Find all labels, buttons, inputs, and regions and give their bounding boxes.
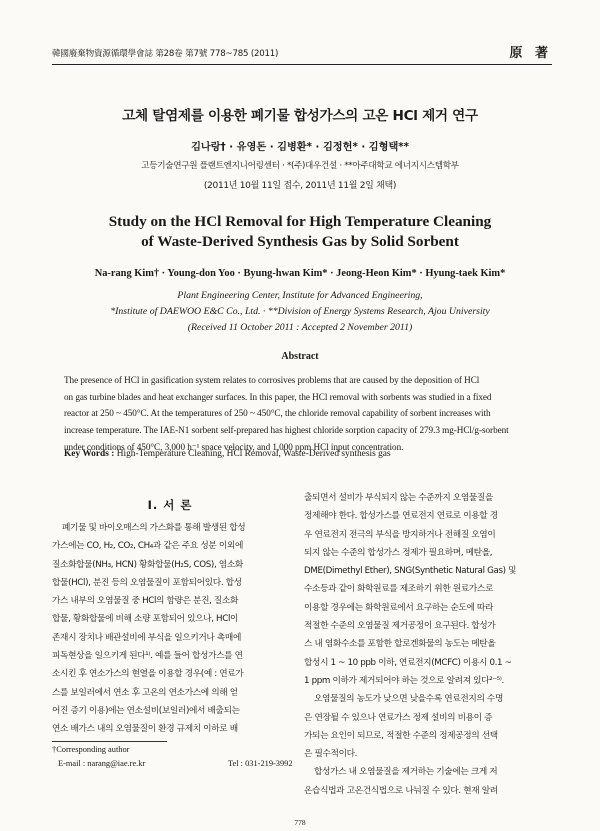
english-received-date: (Received 11 October 2011 : Accepted 2 November 2011) xyxy=(187,322,413,333)
page-number: 778 xyxy=(294,818,306,827)
text-line: 스를 보일러에서 연소 후 고온의 연소가스에 의해 얻 xyxy=(52,687,238,698)
text-line: 이용할 경우에는 화학원료에서 요구하는 순도에 따라 xyxy=(304,602,493,613)
abstract-line: under conditions of 450°C, 3,000 h⁻¹ space velocity, and 1,000 ppm HCl input concentration. xyxy=(64,441,404,452)
text-line: DME(Dimethyl Ether), SNG(Synthetic Natural Gas) 및 xyxy=(304,566,517,577)
text-line: 합성가스 내 오염물질을 제거하는 기술에는 크게 저 xyxy=(314,767,498,778)
text-line: 온습식법과 고온건식법으로 나눠질 수 있다. 현재 알려 xyxy=(304,785,498,796)
text-line: 수소등과 같이 화학원료를 제조하기 위한 원료가스로 xyxy=(304,584,493,595)
english-title-line-2: of Waste-Derived Synthesis Gas by Solid Sorbent xyxy=(141,233,459,250)
footnote-tel: Tel : 031-219-3992 xyxy=(228,759,293,768)
footnote-corresponding: †Corresponding author xyxy=(52,745,130,754)
korean-affiliation: 고등기술연구원 플랜트엔지니어링센터 · *(주)대우건설 · **아주대학교 에너지시스템학부 xyxy=(141,161,459,171)
text-line: 가스 내부의 오염물질 중 HCl의 함량은 분진, 질소화 xyxy=(52,596,239,607)
text-line: 우 연료전지 전극의 부식을 방지하거나 전해질 오염이 xyxy=(304,529,496,540)
korean-authors: 김나랑† · 유영돈 · 김병환* · 김정헌* · 김형택** xyxy=(191,142,409,153)
english-affiliation-2: *Institute of DAEWOO E&C Co., Ltd. · **Division of Energy Systems Research, Ajou University xyxy=(110,306,490,317)
english-authors: Na-rang Kim† · Young-don Yoo · Byung-hwan Kim* · Jeong-Heon Kim* · Hyung-taek Kim* xyxy=(94,268,506,279)
abstract-line: reactor at 250 ~ 450°C. At the temperatures of 250 ~ 450°C, the chloride removal capability of sorbent increases with xyxy=(64,408,491,419)
text-line: 질소화합물(NH₃, HCN) 황화합물(H₂S, COS), 염소화 xyxy=(52,559,243,570)
text-line: 스 내 염화수소를 포함한 할로겐화물의 농도는 메탄올 xyxy=(304,639,496,650)
text-line: 적절한 수준의 오염물질 제거공정이 요구된다. 합성가 xyxy=(304,621,496,632)
text-line: 은 연장될 수 있으나 연료가스 정제 설비의 비용이 증 xyxy=(304,712,493,723)
english-affiliation-1: Plant Engineering Center, Institute for Advanced Engineering, xyxy=(177,290,423,301)
keywords xyxy=(64,449,391,459)
text-line: 되지 않는 수준의 합성가스 정제가 필요하며, 메탄올, xyxy=(304,547,493,558)
abstract-heading: Abstract xyxy=(281,351,319,362)
footnote-email: E-mail : narang@iae.re.kr xyxy=(58,759,146,768)
text-line: 오염물질의 농도가 낮으면 낮을수록 연료전지의 수명 xyxy=(314,694,503,705)
article-type-tag: 原 著 xyxy=(509,46,552,61)
section-heading-introduction: I. 서 론 xyxy=(147,498,193,512)
running-header xyxy=(52,38,552,65)
journal-citation: 韓國廢棄物資源循環學會誌 第28卷 第7號 778~785 (2011) xyxy=(52,49,279,59)
text-line: 합물, 황화합물에 비해 소량 포함되어 있으나, HCl이 xyxy=(52,614,239,625)
text-line: 어진 증기 이용)에는 연소설비(보일러)에서 배출되는 xyxy=(52,705,240,716)
text-line: 합성시 1 ~ 10 ppb 이하, 연료전지(MCFC) 이용시 0.1 ~ xyxy=(304,657,512,668)
text-line: 은 필수적이다. xyxy=(304,749,358,760)
keywords-label: Key Words : xyxy=(64,449,115,459)
abstract-line: The presence of HCl in gasification system relates to corrosives problems that are caused by the deposition of HCl xyxy=(64,375,480,385)
keywords-text: High-Temperature Cleaning, HCl Removal, Waste-Derived synthesis gas xyxy=(116,449,391,459)
footnote-contact xyxy=(58,759,296,768)
text-line: 출되면서 설비가 부식되지 않는 수준까지 오염물질을 xyxy=(304,493,493,503)
text-line: 가되는 요인이 되므로, 적절한 수준의 정제공정의 선택 xyxy=(304,730,498,741)
abstract-body xyxy=(64,372,542,456)
abstract-line: on gas turbine blades and heat exchanger surfaces. In this paper, the HCl removal with sorbents was studied in a fixed xyxy=(64,391,492,402)
left-column-text xyxy=(52,519,292,739)
text-line: 합물(HCl), 분진 등의 오염물질이 포함되어있다. 합성 xyxy=(52,577,242,588)
text-line: 가스에는 CO, H₂, CO₂, CH₄과 같은 주요 성분 이외에 xyxy=(52,541,244,552)
text-line: 피독현상을 일으키게 된다¹⁾. 예를 들어 합성가스를 연 xyxy=(52,651,243,662)
korean-title: 고체 탈염제를 이용한 폐기물 합성가스의 고온 HCl 제거 연구 xyxy=(122,108,478,124)
footnote-divider xyxy=(52,741,167,742)
abstract-line: increase temperature. The IAE-N1 sorbent self-prepared has highest chloride sorption capacity of 279.3 mg-HCl/g-sorbent xyxy=(64,425,509,436)
text-line: 1 ppm 이하가 제거되어야 하는 것으로 알려져 있다²⁻⁵⁾. xyxy=(304,675,504,686)
text-line: 소시킨 후 연소가스의 현열을 이용할 경우(예 : 연료가 xyxy=(52,669,244,680)
right-column-text xyxy=(304,489,554,800)
text-line: 정제해야 한다. 합성가스를 연료전지 연료로 이용할 경 xyxy=(304,511,498,522)
text-line: 존재시 장치나 배관설비에 부식을 일으키거나 촉매에 xyxy=(52,632,241,643)
korean-received-date: (2011년 10월 11일 접수, 2011년 11월 2일 채택) xyxy=(203,181,397,191)
text-line: 연소 배가스 내의 오염물질이 환경 규제치 이하로 배 xyxy=(52,724,238,735)
english-title-line-1: Study on the HCl Removal for High Temperature Cleaning xyxy=(108,213,492,230)
text-line: 폐기물 및 바이오매스의 가스화를 통해 발생된 합성 xyxy=(62,523,246,533)
